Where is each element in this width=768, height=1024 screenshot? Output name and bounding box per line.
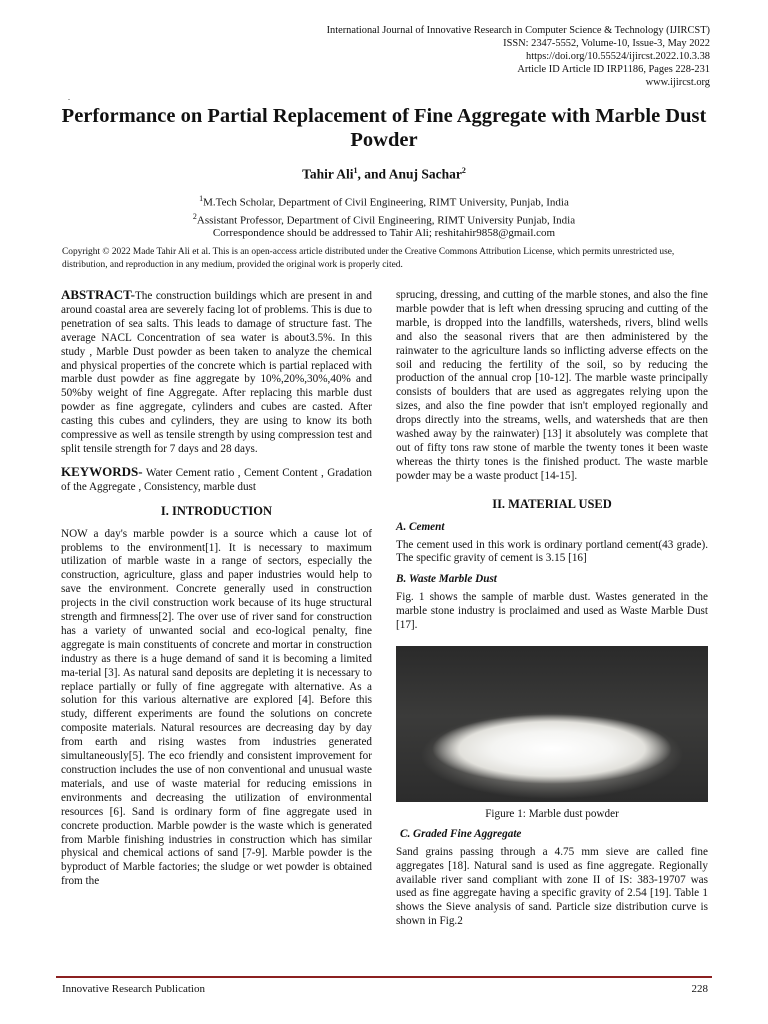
doi-link[interactable]: https://doi.org/10.55524/ijircst.2022.10.3.38 [526,51,710,62]
dot-mark: . [68,93,70,102]
cement-heading: A. Cement [396,520,445,533]
footer-rule [56,976,712,978]
marble-dust-text: Fig. 1 shows the sample of marble dust. Wastes generated in the marble stone industry is proclaimed and used as Waste Marble Dust [17]. [396,591,708,632]
author-separator: , and [357,166,389,182]
affiliation-1-mark: 1 [199,194,204,203]
article-id: Article ID Article ID IRP1186, Pages 228-231 [517,64,710,75]
author-1-affil-mark: 1 [353,166,358,175]
affiliation-1-text: M.Tech Scholar, Department of Civil Engineering, RIMT University, Punjab, India [203,196,569,209]
footer-publisher: Innovative Research Publication [62,983,205,995]
affiliation-2-text: Assistant Professor, Department of Civil Engineering, RIMT University Punjab, India [196,214,576,227]
right-column [396,289,708,929]
figure-caption: Figure 1: Marble dust powder [485,807,619,820]
keywords-text: Water Cement ratio , Cement Content , Gradation of the Aggregate , Consistency, marble dust [61,466,372,493]
author-1: Tahir Ali [302,166,354,182]
material-used-heading: II. MATERIAL USED [492,496,612,511]
abstract-text: The construction buildings which are present in and around coastal area are severely facing lot of problems. This is due to penetration of sea salts. This leads to damage of structure fast. The average NACL Concentration of sea water is about3.5%. In this study , Marble Dust powder as been taken to analyze the chemical and physical properties of the concrete which is partial replaced with marble dust powder as fine aggregate by 10%,20%,30%,40% and 50%by weight of fine Aggregate. After replacing this marble dust powder as fine aggregate, cylinders and cubes are casted. After casting this cubes and cylinders, they are using to know its both compressive as well as tensile strength by using compression test and split tensile strength for 7 days and 28 days. [61,290,372,455]
page-number: 228 [691,983,708,995]
author-line [40,166,728,183]
copyright-notice: Copyright © 2022 Made Tahir Ali et al. This is an open-access article distributed under the Creative Commons Attribution License, which permits unrestricted use, distribution, and reproduction in any medium, provided the original work is properly cited. [62,247,675,270]
keywords [61,465,372,495]
issn-volume: ISSN: 2347-5552, Volume-10, Issue-3, May 2022 [503,38,710,49]
cement-text: The cement used in this work is ordinary portland cement(43 grade). The specific gravity of cement is 3.15 [16] [396,538,708,565]
graded-fine-aggregate-text: Sand grains passing through a 4.75 mm sieve are called fine aggregates [18]. Natural sand is used as fine aggregate. Regionally available river sand compliant with zone II of IS: 383-19707 was used as fine aggregate having a specific gravity of 2.54 [19]. Table 1 shows the Sieve analysis of sand. Particle size distribution curve is shown in Fig.2 [396,845,708,928]
author-2: Anuj Sachar [388,166,462,182]
introduction-continuation: sprucing, dressing, and cutting of the marble stones, and also the fine marble powder that is left when dressing sprucing and cutting of the marble, is dropped into the landfills, watersheds, rivers, blind wells and also the seasonal rivers that are then administered by the rainwater to the agriculture lands so inflicting adverse effects on the soil and reducing the fertility of the soil, so by reducing the production of the annual crop [10-12]. The marble waste principally consists of boulders that are used as aggregates relying upon the sizes, and also the fine powder that isn't employed regionally and drops directly into the streams, wells, and watersheds that are then washed away by the rainwater) [13] it absolutely was complete that out of fifty tons raw stone of marble the twenty tones it been waste whereas the thirty tones is the finished product. The waste marble powder may be a waste product [14-15]. [396,289,708,482]
keywords-label: KEYWORDS- [61,463,143,479]
marble-dust-photo [396,646,708,802]
affiliation-2-mark: 2 [192,211,197,221]
author-2-affil-mark: 2 [461,166,466,175]
journal-header [110,24,710,89]
marble-dust-heading: B. Waste Marble Dust [396,573,497,586]
journal-name: International Journal of Innovative Research in Computer Science & Technology (IJIRCST) [326,25,710,36]
affiliations [40,192,728,227]
abstract-label: ABSTRACT- [61,287,135,302]
graded-fine-aggregate-heading: C. Graded Fine Aggregate [400,827,522,840]
correspondence: Correspondence should be addressed to Tahir Ali; reshitahir9858@gmail.com [212,227,556,239]
introduction-text: NOW a day's marble powder is a source which a cause lot of problems to the environment[1]. It is necessary to maximum utilization of marble waste in a range of sectors, especially the construction, agriculture, glass and paper industries would help to save the environment. Concrete generally used in construction projects in the civil construction work because of its huge structural strength and firmness[2]. The over use of river sand for construction has a variety of unwanted social and eco-logical penalty, fine aggregate is main constituents of concrete and mortar in construction industry as there is a huge demand of sand it is becoming a limited ma-terial [3]. As natural sand deposits are depleting it is necessary to replace partially or fully of fine aggregate with alternative. As a solution for this various alternative are explored [4]. Before this study, different experiments are found the solutions on concrete composite materials. Natural resources are decreasing day by day from earth and rising wastes from industries generated simultaneously[5]. The eco friendly and consistent improvement for construction includes the use of non conventional and unusual waste materials, and use of waste material for reducing emissions in environments and decreasing the utilization of environmental resources [6]. Sand is ordinary form of fine aggregate used in concrete production. Marble powder is the waste which is generated from Marble finishing industries in construction which has similar physical and chemical actions of sand [7-9]. Marble powder is the byproduct of Marble factories; the sludge or wet powder is obtained from the [61,527,372,888]
affiliation-1 [40,192,728,210]
affiliation-2 [40,210,728,228]
left-column [61,288,372,889]
abstract [61,288,372,457]
journal-website[interactable]: www.ijircst.org [645,77,710,88]
introduction-heading: I. INTRODUCTION [160,503,273,518]
paper-title: Performance on Partial Replacement of Fine Aggregate with Marble Dust Powder [61,105,707,151]
